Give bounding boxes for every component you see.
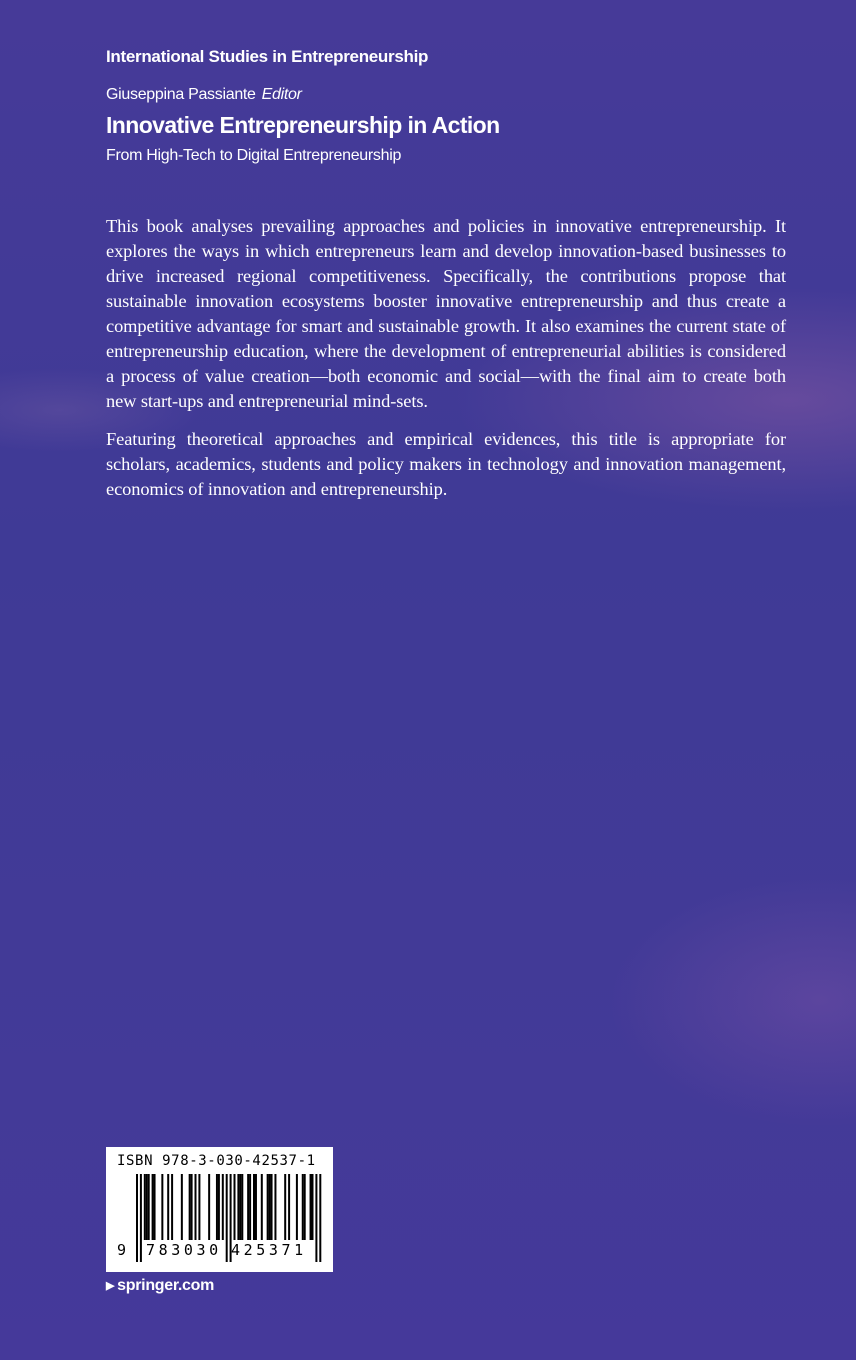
barcode-box (106, 1147, 333, 1272)
barcode-bar (191, 1174, 193, 1240)
blurb (106, 214, 786, 515)
barcode-bar (171, 1174, 173, 1240)
website-link[interactable] (106, 1277, 214, 1295)
barcode-bar (216, 1174, 218, 1240)
barcode-bar (195, 1174, 197, 1240)
barcode-bar (234, 1174, 236, 1240)
barcode-bar (198, 1174, 200, 1240)
editor-role: Editor (261, 86, 302, 103)
barcode-bar (181, 1174, 183, 1240)
barcode-bar (315, 1174, 317, 1262)
barcode-bar (136, 1174, 138, 1262)
barcode-bar (189, 1174, 191, 1240)
barcode-bar (261, 1174, 263, 1240)
barcode-bar (218, 1174, 220, 1240)
blurb-paragraph: This book analyses prevailing approaches and policies in innovative entrepreneurship. It explores the ways in which entrepreneurs learn and develop innovation-based businesses to drive increased regional competitiveness. Specifically, the contributions propose that sustainable innovation ecosystems booster innovative entrepreneurship and thus create a competitive advantage for smart and sustainable growth. It also examines the current state of entrepreneurship education, where the development of entrepreneurial abilities is considered a process of value creation—both economic and social—with the final aim to create both new start-ups and entrepreneurial mind-sets. (106, 216, 786, 411)
barcode-bar (146, 1174, 148, 1240)
book-subtitle: From High-Tech to Digital Entrepreneurship (106, 147, 402, 164)
website-label: springer.com (117, 1277, 215, 1294)
barcode-bar (148, 1174, 150, 1240)
barcode-bar (296, 1174, 298, 1240)
ean-digits-left: 783030 (146, 1241, 222, 1259)
barcode-bar (304, 1174, 306, 1240)
barcode-bar (288, 1174, 290, 1240)
barcode-bar (274, 1174, 276, 1240)
barcode-bar (284, 1174, 286, 1240)
barcode-bar (239, 1174, 241, 1240)
barcode-bar (152, 1174, 154, 1240)
book-title: Innovative Entrepreneurship in Action (106, 112, 500, 138)
barcode-bar (208, 1174, 210, 1240)
series-title: International Studies in Entrepreneurship (106, 47, 429, 66)
barcode-bar (269, 1174, 271, 1240)
barcode-bar (144, 1174, 146, 1240)
barcode-bar (267, 1174, 269, 1240)
ean-digits-right: 425371 (231, 1241, 307, 1259)
barcode-bar (154, 1174, 156, 1240)
barcode-bar (255, 1174, 257, 1240)
blurb-paragraph: Featuring theoretical approaches and empirical evidences, this title is appropriate for scholars, academics, students and policy makers in technology and innovation management, economics of innovation and entrepreneurship. (106, 429, 786, 499)
barcode-bar (310, 1174, 312, 1240)
barcode-bar (271, 1174, 273, 1240)
editor-line (106, 86, 302, 104)
barcode-bar (247, 1174, 249, 1240)
barcode-bar (319, 1174, 321, 1262)
ean-digit-first: 9 (117, 1241, 127, 1259)
barcode-bar (253, 1174, 255, 1240)
triangle-right-icon: ▶ (106, 1280, 115, 1292)
barcode-bar (302, 1174, 304, 1240)
barcode-bar (140, 1174, 142, 1262)
isbn-label: ISBN 978-3-030-42537-1 (117, 1153, 316, 1169)
editor-name: Giuseppina Passiante (106, 86, 256, 103)
barcode-bar (249, 1174, 251, 1240)
barcode-bar (312, 1174, 314, 1240)
barcode-bar (241, 1174, 243, 1240)
barcode-bar (161, 1174, 163, 1240)
barcode-bar (237, 1174, 239, 1240)
barcode-bar (226, 1174, 228, 1262)
barcode-bar (222, 1174, 224, 1240)
barcode-bar (167, 1174, 169, 1240)
